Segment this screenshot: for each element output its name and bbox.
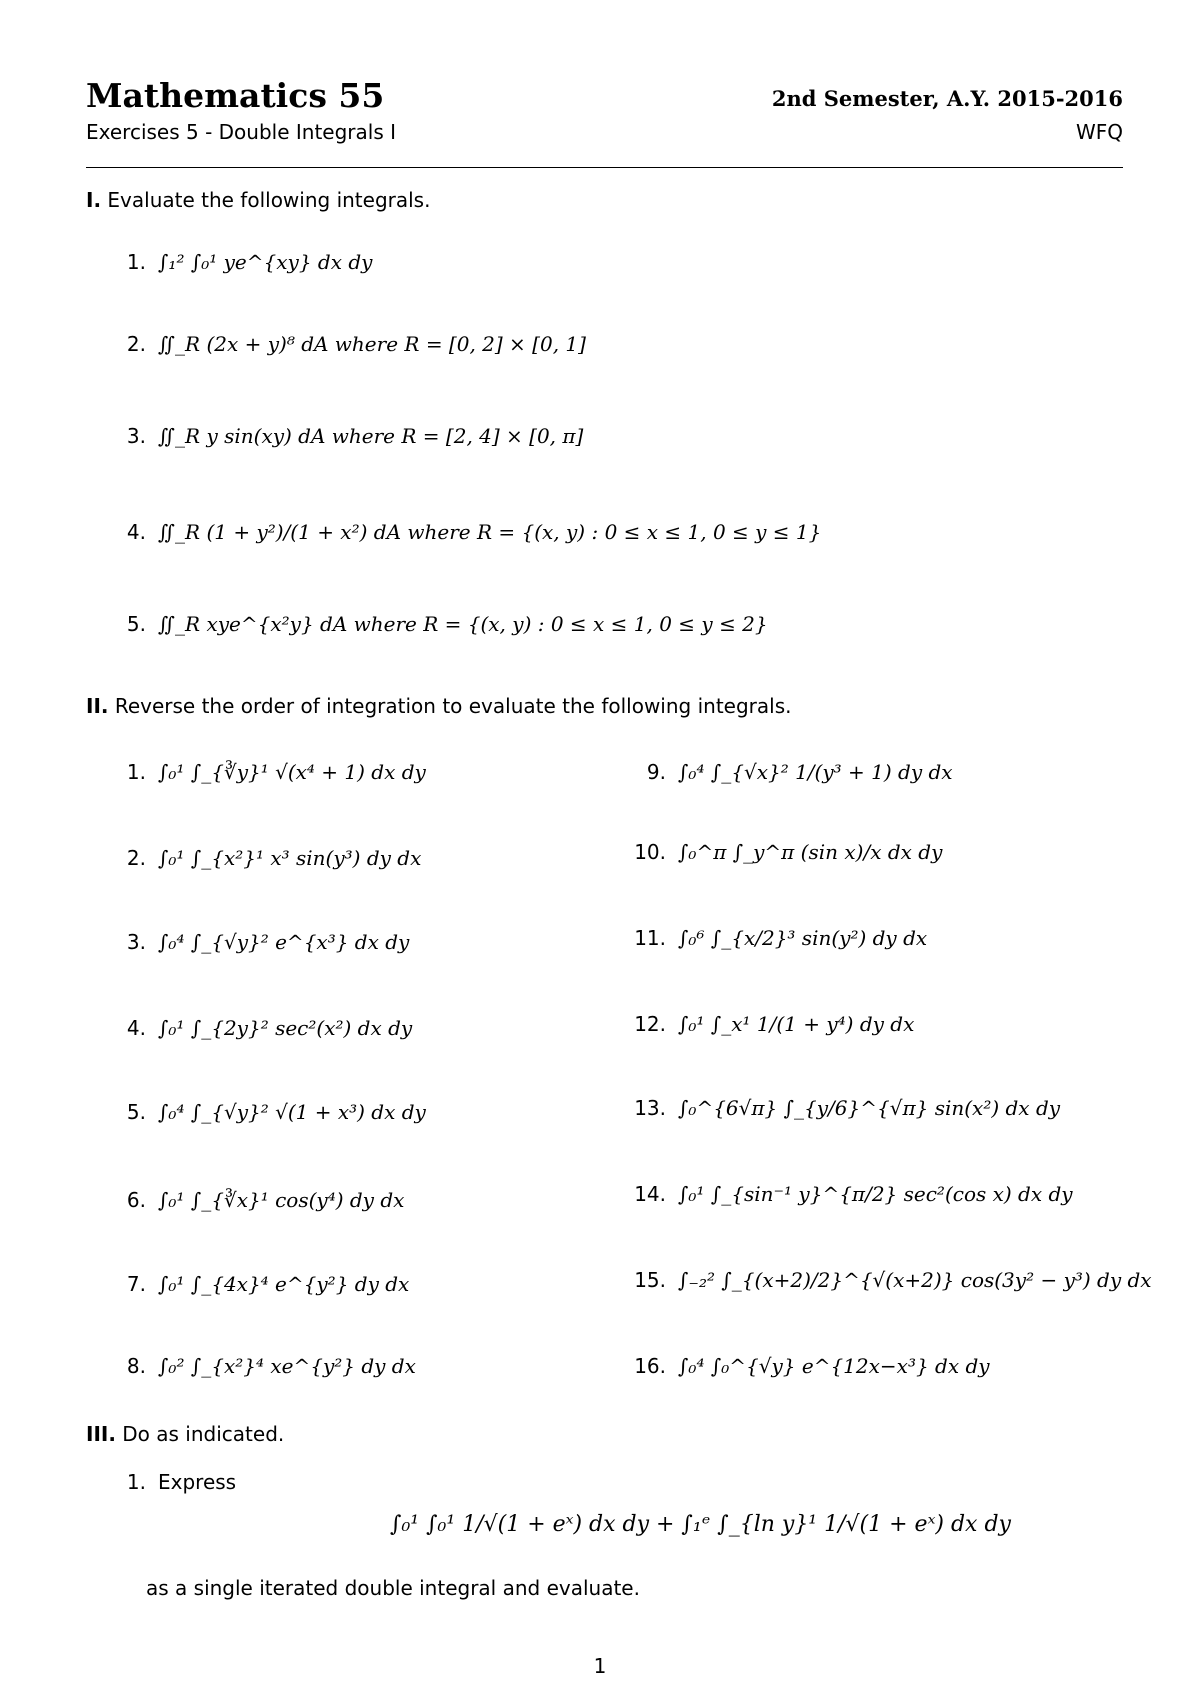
integral-expression: ∫₀⁴ ∫_{√y}² √(1 + x³) dx dy — [158, 1100, 426, 1124]
part-2-item — [630, 1012, 914, 1036]
semester-label: 2nd Semester, A.Y. 2015-2016 — [771, 86, 1123, 111]
item-number: 2. — [126, 846, 146, 870]
part-2-item — [110, 760, 426, 784]
integral-expression: ∫₀¹ ∫_{4x}⁴ e^{y²} dy dx — [158, 1272, 410, 1296]
part-2-item — [110, 1188, 404, 1212]
item-number: 15. — [634, 1268, 666, 1292]
integral-expression: ∫₀⁴ ∫_{√x}² 1/(y³ + 1) dy dx — [678, 760, 953, 784]
integral-expression: ∫₀⁴ ∫₀^{√y} e^{12x−x³} dx dy — [678, 1354, 990, 1378]
part-2-item — [630, 926, 927, 950]
part-3-item — [110, 1470, 236, 1494]
integral-expression: ∫₀^{6√π} ∫_{y/6}^{√π} sin(x²) dx dy — [678, 1096, 1061, 1120]
part-3-item-tail — [146, 1576, 640, 1600]
integral-expression: ∫₀¹ ∫_{2y}² sec²(x²) dx dy — [158, 1016, 413, 1040]
item-number: 4. — [126, 1016, 146, 1040]
item-tail-text: as a single iterated double integral and evaluate. — [146, 1576, 640, 1600]
item-number: 9. — [646, 760, 666, 784]
integral-expression: ∫₀¹ ∫_{sin⁻¹ y}^{π/2} sec²(cos x) dx dy — [678, 1182, 1073, 1206]
integral-expression: ∫₀⁴ ∫_{√y}² e^{x³} dx dy — [158, 930, 410, 954]
item-number: 3. — [126, 424, 146, 448]
part-2-item — [630, 1096, 1060, 1120]
part-1-item — [110, 612, 768, 636]
part-2-item — [110, 1016, 412, 1040]
part-2-numeral: II. — [86, 694, 109, 718]
part-2-item — [110, 930, 409, 954]
item-number: 3. — [126, 930, 146, 954]
integral-expression: ∫₁² ∫₀¹ ye^{xy} dx dy — [158, 250, 373, 274]
integral-expression: ∬_R xye^{x²y} dA where R = {(x, y) : 0 ≤ x ≤ 1, 0 ≤ y ≤ 2} — [158, 612, 768, 636]
item-number: 16. — [634, 1354, 666, 1378]
item-number: 5. — [126, 612, 146, 636]
exercise-subtitle: Exercises 5 - Double Integrals I — [86, 120, 397, 144]
course-title: Mathematics 55 — [86, 76, 385, 115]
author-initials: WFQ — [1075, 120, 1123, 144]
item-number: 2. — [126, 332, 146, 356]
part-1-item — [110, 332, 586, 356]
integral-expression: ∫₀² ∫_{x²}⁴ xe^{y²} dy dx — [158, 1354, 416, 1378]
part-2-instruction: Reverse the order of integration to evaluate the following integrals. — [114, 694, 792, 718]
item-number: 6. — [126, 1188, 146, 1212]
integral-expression: ∫₀^π ∫_y^π (sin x)/x dx dy — [678, 840, 943, 864]
item-number: 10. — [634, 840, 666, 864]
part-2-item — [110, 1272, 409, 1296]
part-1-item — [110, 250, 372, 274]
integral-expression: ∫₀⁶ ∫_{x/2}³ sin(y²) dy dx — [678, 926, 928, 950]
integral-expression: ∫₀¹ ∫_x¹ 1/(1 + y⁴) dy dx — [678, 1012, 915, 1036]
part-2-item — [110, 1354, 416, 1378]
part-2-item — [630, 840, 942, 864]
integral-expression: ∫₀¹ ∫_{∛y}¹ √(x⁴ + 1) dx dy — [158, 760, 426, 784]
part-2-item — [630, 1268, 1152, 1292]
part-2-item — [630, 760, 953, 784]
integral-expression: ∬_R y sin(xy) dA where R = [2, 4] × [0, π] — [158, 424, 584, 448]
integral-expression: ∫₀¹ ∫_{∛x}¹ cos(y⁴) dy dx — [158, 1188, 405, 1212]
integral-expression: ∫₀¹ ∫_{x²}¹ x³ sin(y³) dy dx — [158, 846, 422, 870]
part-1-item — [110, 424, 583, 448]
part-1-item — [110, 520, 821, 544]
part-3-instruction: Do as indicated. — [122, 1422, 285, 1446]
part-2-item — [110, 1100, 426, 1124]
part-1-instruction: Evaluate the following integrals. — [107, 188, 431, 212]
part-1-numeral: I. — [86, 188, 102, 212]
integral-expression: ∬_R (2x + y)⁸ dA where R = [0, 2] × [0, 1] — [158, 332, 586, 356]
integral-expression: ∫₋₂² ∫_{(x+2)/2}^{√(x+2)} cos(3y² − y³) dy dx — [678, 1268, 1152, 1292]
item-number: 11. — [634, 926, 666, 950]
integral-expression: ∬_R (1 + y²)/(1 + x²) dA where R = {(x, y) : 0 ≤ x ≤ 1, 0 ≤ y ≤ 1} — [158, 520, 822, 544]
item-number: 1. — [126, 250, 146, 274]
part-3-heading — [86, 1422, 284, 1446]
part-1-heading — [86, 188, 430, 212]
page-number: 1 — [593, 1654, 607, 1678]
item-number: 1. — [126, 1470, 146, 1494]
part-2-item — [630, 1354, 990, 1378]
item-number: 14. — [634, 1182, 666, 1206]
item-number: 8. — [126, 1354, 146, 1378]
header-divider — [86, 167, 1123, 168]
part-3-numeral: III. — [86, 1422, 116, 1446]
part-2-heading — [86, 694, 791, 718]
item-number: 12. — [634, 1012, 666, 1036]
part-2-item — [630, 1182, 1073, 1206]
item-number: 4. — [126, 520, 146, 544]
item-number: 13. — [634, 1096, 666, 1120]
item-lead-text: Express — [158, 1470, 237, 1494]
part-2-item — [110, 846, 421, 870]
item-number: 5. — [126, 1100, 146, 1124]
item-number: 1. — [126, 760, 146, 784]
display-equation: ∫₀¹ ∫₀¹ 1/√(1 + eˣ) dx dy + ∫₁ᵉ ∫_{ln y}¹ 1/√(1 + eˣ) dx dy — [390, 1512, 1011, 1537]
item-number: 7. — [126, 1272, 146, 1296]
